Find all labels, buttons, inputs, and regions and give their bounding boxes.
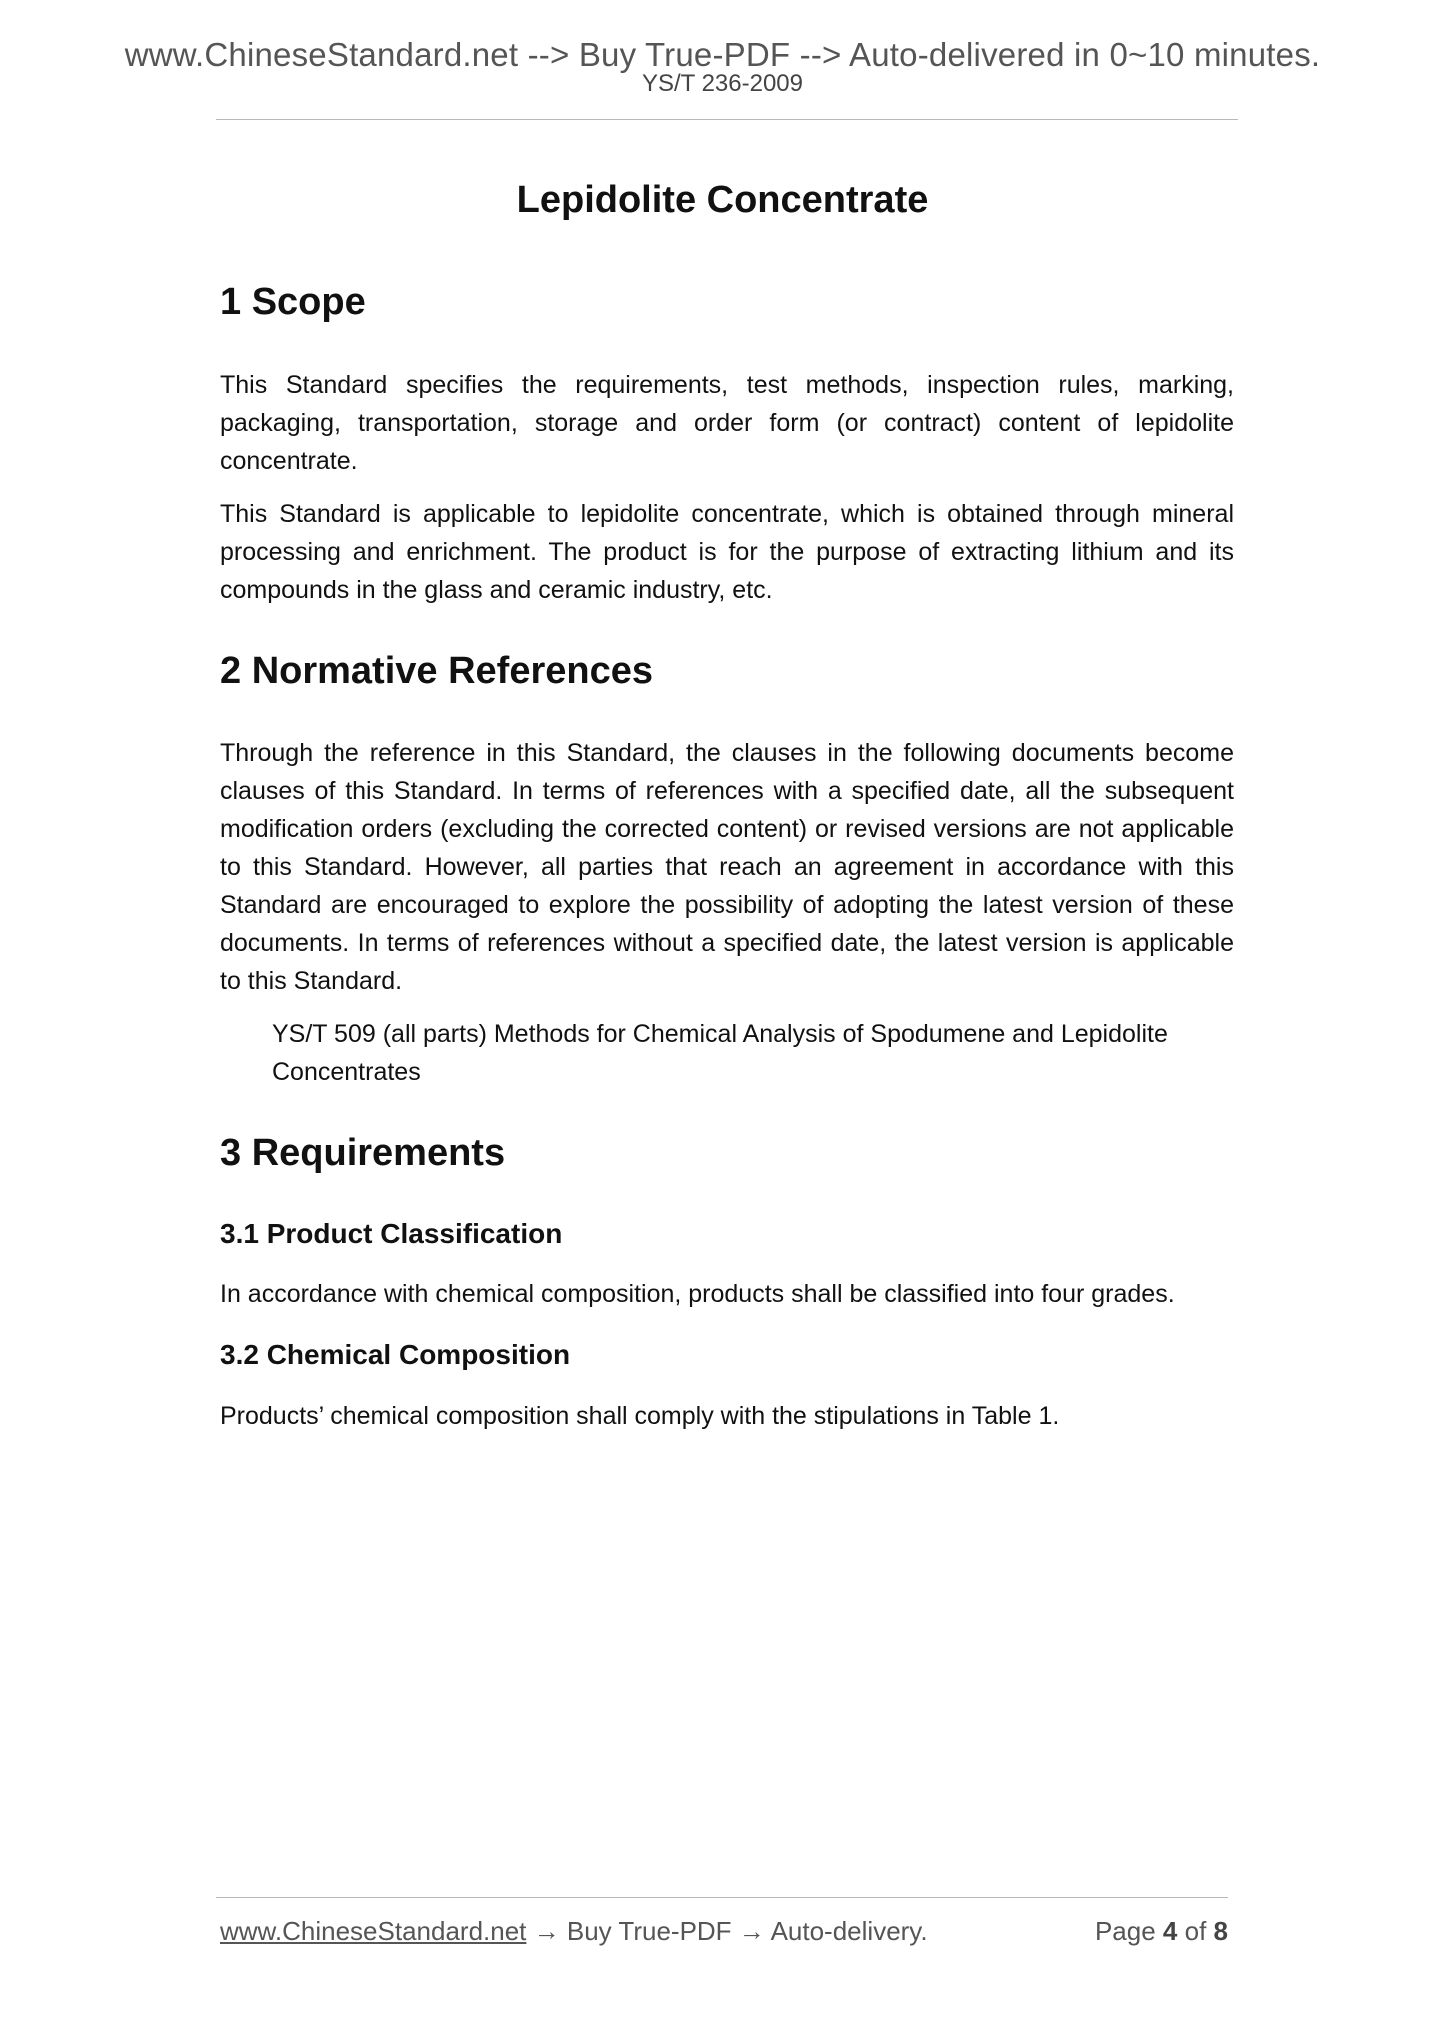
document-body	[220, 280, 1234, 1435]
section-1-heading: 1 Scope	[220, 281, 366, 323]
section-2-heading: 2 Normative References	[220, 649, 653, 692]
scope-paragraph-1: This Standard specifies the requirements, test methods, inspection rules, marking, packaging, transportation, storage and order form (or contract) content of lepidolite concentrate.	[220, 370, 1234, 475]
header-divider	[216, 119, 1238, 120]
subsection-3-1-text: In accordance with chemical composition, products shall be classified into four grades.	[220, 1280, 1175, 1309]
reference-item: YS/T 509 (all parts) Methods for Chemical Analysis of Spodumene and Lepidolite Concentrates	[272, 1020, 1168, 1087]
page-label: Page	[1094, 1916, 1156, 1946]
standard-code: YS/T 236-2009	[641, 70, 803, 97]
section-3-heading: 3 Requirements	[220, 1132, 506, 1175]
top-banner: www.ChineseStandard.net --> Buy True-PDF --> Auto-delivered in 0~10 minutes.	[124, 36, 1321, 73]
page-number	[1095, 1916, 1228, 1947]
subsection-3-2-heading: 3.2 Chemical Composition	[220, 1339, 571, 1371]
subsection-3-1-heading: 3.1 Product Classification	[220, 1217, 563, 1249]
scope-paragraph-2: This Standard is applicable to lepidolite concentrate, which is obtained through mineral processing and enrichment. The product is for the purpose of extracting lithium and its compounds in the glass and ceramic industry, etc.	[220, 499, 1234, 604]
of-label: of	[1184, 1916, 1207, 1946]
document-title: Lepidolite Concentrate	[516, 179, 929, 221]
footer-left	[220, 1916, 928, 1947]
footer-website-link[interactable]: www.ChineseStandard.net	[220, 1916, 527, 1946]
subsection-3-2-text: Products’ chemical composition shall comply with the stipulations in Table 1.	[220, 1401, 1060, 1430]
references-paragraph: Through the reference in this Standard, the clauses in the following documents become clauses of this Standard. In terms of references with a specified date, all the subsequent modification orders (excluding the corrected content) or revised versions are not applicable to this Standard. However, all parties that reach an agreement in accordance with this Standard are encouraged to explore the possibility of adopting the latest version of these documents. In terms of references without a specified date, the latest version is applicable to this Standard.	[220, 739, 1234, 996]
page-total: 8	[1213, 1916, 1228, 1946]
footer-tagline: → Buy True-PDF → Auto-delivery.	[526, 1916, 928, 1946]
page-current: 4	[1162, 1916, 1178, 1946]
footer-divider	[216, 1897, 1228, 1898]
